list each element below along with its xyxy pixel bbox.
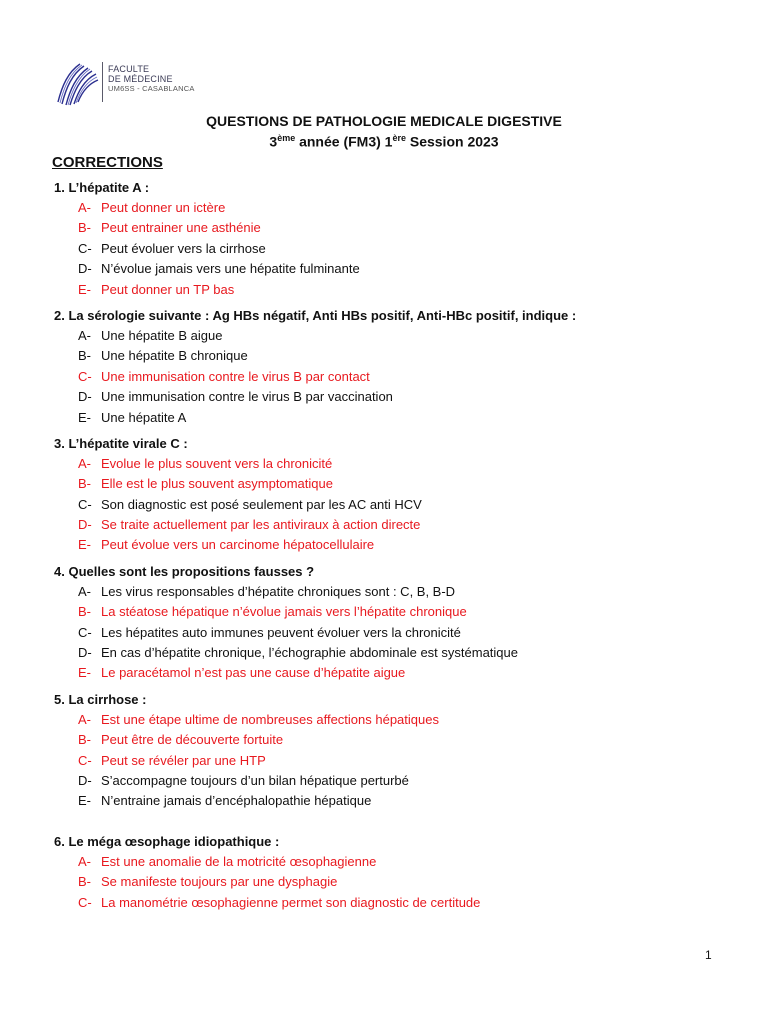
answer-letter: D- — [78, 517, 92, 533]
answer-letter: C- — [78, 368, 92, 384]
question-block — [54, 434, 734, 556]
logo-line-3: UM6SS - CASABLANCA — [108, 84, 195, 93]
question-block — [54, 306, 734, 428]
answer-option — [54, 326, 734, 346]
answer-option — [54, 239, 734, 259]
question-text: 2. La sérologie suivante : Ag HBs négatif, Anti HBs positif, Anti-HBc positif, indique : — [54, 307, 577, 323]
answer-correct — [54, 367, 734, 387]
answer-option — [54, 582, 734, 602]
answer-text: Une immunisation contre le virus B par contact — [101, 368, 370, 384]
answer-text: Se traite actuellement par les antiviraux à action directe — [101, 517, 421, 533]
document-title: QUESTIONS DE PATHOLOGIE MEDICALE DIGESTIVE — [206, 113, 562, 129]
answer-text: Son diagnostic est posé seulement par les AC anti HCV — [101, 496, 422, 512]
question-block — [54, 690, 734, 812]
answer-text: Peut donner un TP bas — [101, 281, 235, 297]
answer-letter: B- — [78, 874, 91, 890]
answer-correct — [54, 218, 734, 238]
answer-correct — [54, 454, 734, 474]
document-subtitle — [0, 133, 768, 150]
answer-correct — [54, 535, 734, 555]
answer-correct — [54, 280, 734, 300]
answer-correct — [54, 710, 734, 730]
subtitle-part-3: Session 2023 — [405, 133, 499, 150]
answer-letter: E- — [78, 409, 91, 425]
answer-text: Elle est le plus souvent asymptomatique — [101, 476, 333, 492]
answer-correct — [54, 730, 734, 750]
answer-text: Peut évoluer vers la cirrhose — [101, 240, 266, 256]
answer-text: N’évolue jamais vers une hépatite fulminante — [101, 261, 360, 277]
answer-letter: D- — [78, 645, 92, 661]
question-text: 3. L’hépatite virale C : — [54, 435, 188, 451]
answer-text: Evolue le plus souvent vers la chronicité — [101, 455, 333, 471]
answer-text: Peut donner un ictère — [101, 200, 226, 215]
answer-letter: B- — [78, 220, 91, 236]
logo-line-1: FACULTE — [108, 64, 150, 74]
answer-correct — [54, 474, 734, 494]
answer-text: Le paracétamol n’est pas une cause d’hépatite aigue — [101, 665, 406, 681]
answer-letter: B- — [78, 348, 91, 364]
questions-list — [54, 178, 734, 919]
answer-letter: A- — [78, 200, 91, 215]
answer-text: En cas d’hépatite chronique, l’échographie abdominale est systématique — [101, 645, 518, 661]
page-number: 1 — [705, 948, 712, 962]
answer-option — [54, 346, 734, 366]
answer-correct — [54, 663, 734, 683]
faculty-emblem-icon — [54, 58, 100, 108]
answer-correct — [54, 751, 734, 771]
answer-letter: A- — [78, 711, 91, 727]
answer-correct — [54, 893, 734, 913]
answer-correct — [54, 515, 734, 535]
answer-letter: E- — [78, 281, 91, 297]
question-block — [54, 832, 734, 913]
answer-letter: D- — [78, 389, 92, 405]
answer-letter: D- — [78, 772, 92, 788]
answer-letter: B- — [78, 476, 91, 492]
answer-option — [54, 623, 734, 643]
question-text: 5. La cirrhose : — [54, 691, 147, 707]
answer-correct — [54, 852, 734, 872]
question-text: 1. L’hépatite A : — [54, 180, 150, 195]
answer-letter: C- — [78, 496, 92, 512]
subtitle-sup-2: ère — [392, 133, 406, 143]
answer-letter: E- — [78, 793, 91, 809]
answer-text: Peut entrainer une asthénie — [101, 220, 261, 236]
answer-text: Une hépatite B aigue — [101, 327, 223, 343]
logo-divider — [102, 62, 103, 102]
answer-letter: E- — [78, 665, 91, 681]
answer-text: N’entraine jamais d’encéphalopathie hépatique — [101, 793, 372, 809]
answer-text: Est une anomalie de la motricité œsophagienne — [101, 853, 377, 869]
answer-letter: C- — [78, 752, 92, 768]
answer-option — [54, 643, 734, 663]
answer-text: Se manifeste toujours par une dysphagie — [101, 874, 338, 890]
answer-option — [54, 259, 734, 279]
subtitle-part-2: année (FM3) 1 — [295, 133, 393, 150]
subtitle-sup-1: ème — [277, 133, 296, 143]
answer-letter: B- — [78, 732, 91, 748]
answer-text: Une immunisation contre le virus B par vaccination — [101, 389, 393, 405]
answer-correct — [54, 872, 734, 892]
question-block — [54, 562, 734, 684]
logo-text — [108, 64, 195, 94]
answer-letter: C- — [78, 240, 92, 256]
answer-text: Les hépatites auto immunes peuvent évoluer vers la chronicité — [101, 624, 461, 640]
answer-letter: A- — [78, 455, 91, 471]
answer-correct — [54, 198, 734, 218]
answer-letter: B- — [78, 604, 91, 620]
subtitle-part-1: 3 — [269, 133, 278, 150]
answer-text: Peut évolue vers un carcinome hépatocellulaire — [101, 537, 375, 553]
logo-line-2: DE MÉDECINE — [108, 74, 173, 84]
answer-letter: D- — [78, 261, 92, 277]
corrections-heading: CORRECTIONS — [52, 154, 163, 171]
answer-option — [54, 408, 734, 428]
answer-letter: A- — [78, 327, 91, 343]
answer-text: Peut être de découverte fortuite — [101, 732, 284, 748]
question-text: 6. Le méga œsophage idiopathique : — [54, 833, 280, 849]
answer-option — [54, 791, 734, 811]
answer-correct — [54, 602, 734, 622]
answer-text: Une hépatite B chronique — [101, 348, 248, 364]
answer-text: Peut se révéler par une HTP — [101, 752, 266, 768]
answer-text: Les virus responsables d’hépatite chroniques sont : C, B, B-D — [101, 583, 456, 599]
answer-letter: E- — [78, 537, 91, 553]
answer-text: Est une étape ultime de nombreuses affections hépatiques — [101, 711, 439, 727]
answer-text: S’accompagne toujours d’un bilan hépatique perturbé — [101, 772, 409, 788]
answer-option — [54, 387, 734, 407]
question-text: 4. Quelles sont les propositions fausses ? — [54, 563, 315, 579]
answer-letter: C- — [78, 894, 92, 910]
question-block — [54, 178, 734, 300]
answer-option — [54, 495, 734, 515]
answer-letter: C- — [78, 624, 92, 640]
answer-text: La stéatose hépatique n’évolue jamais vers l’hépatite chronique — [101, 604, 467, 620]
answer-letter: A- — [78, 583, 91, 599]
faculty-logo — [54, 58, 224, 108]
answer-letter: A- — [78, 853, 91, 869]
answer-text: La manométrie œsophagienne permet son diagnostic de certitude — [101, 894, 481, 910]
answer-text: Une hépatite A — [101, 409, 187, 425]
answer-option — [54, 771, 734, 791]
